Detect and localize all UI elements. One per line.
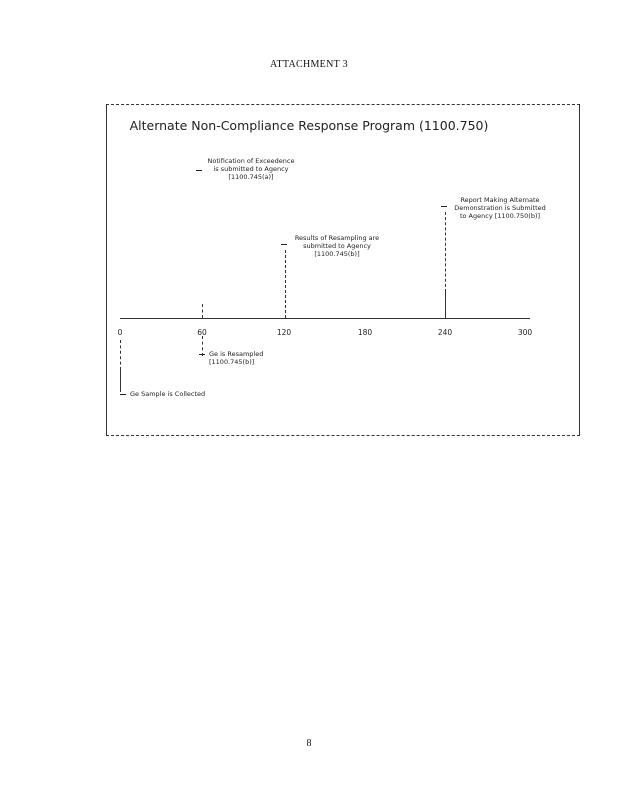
event-marker (441, 206, 447, 207)
event-marker (120, 394, 126, 395)
event-connector (120, 370, 121, 392)
event-line: Results of Resampling are (294, 234, 380, 242)
event-line: Notification of Exceedence (207, 157, 295, 165)
axis-tick-label: 180 (357, 328, 373, 337)
event-line: [1100.745(b)] (314, 250, 360, 258)
page-number: 8 (306, 738, 312, 749)
event-connector (285, 250, 286, 318)
event-marker (196, 170, 202, 171)
timeline-axis (120, 318, 530, 319)
event-resampling-results-label (287, 234, 387, 258)
event-connector (202, 304, 203, 318)
event-line: Ge Sample is Collected (130, 390, 206, 398)
event-line: is submitted to Agency (213, 165, 289, 173)
axis-tick-label: 300 (517, 328, 533, 337)
event-connector (120, 340, 121, 370)
event-line: [1100.745(b)] (209, 358, 255, 366)
axis-tick-label: 0 (117, 328, 123, 337)
event-line: to Agency [1100.750(b)] (459, 212, 541, 220)
axis-tick-label: 60 (197, 328, 207, 337)
figure-frame (106, 104, 580, 436)
event-notification-label (196, 157, 306, 181)
event-marker (199, 354, 205, 355)
attachment-heading: ATTACHMENT 3 (270, 59, 348, 70)
event-sample-collected-label (130, 390, 250, 398)
event-resample-label (209, 350, 299, 366)
event-line: Demonstration is Submitted (454, 204, 546, 212)
event-connector (445, 292, 446, 318)
axis-tick-label: 240 (437, 328, 453, 337)
event-line: Report Making Alternate (460, 196, 540, 204)
event-alternate-report-label (450, 196, 550, 220)
event-line: Ge is Resampled (209, 350, 264, 358)
event-line: [1100.745(a)] (228, 173, 274, 181)
axis-tick-label: 120 (276, 328, 292, 337)
event-marker (281, 244, 287, 245)
event-connector (202, 336, 203, 356)
event-connector (445, 212, 446, 292)
event-line: submitted to Agency (303, 242, 371, 250)
figure-title: Alternate Non-Compliance Response Program (1100.750) (129, 118, 489, 133)
